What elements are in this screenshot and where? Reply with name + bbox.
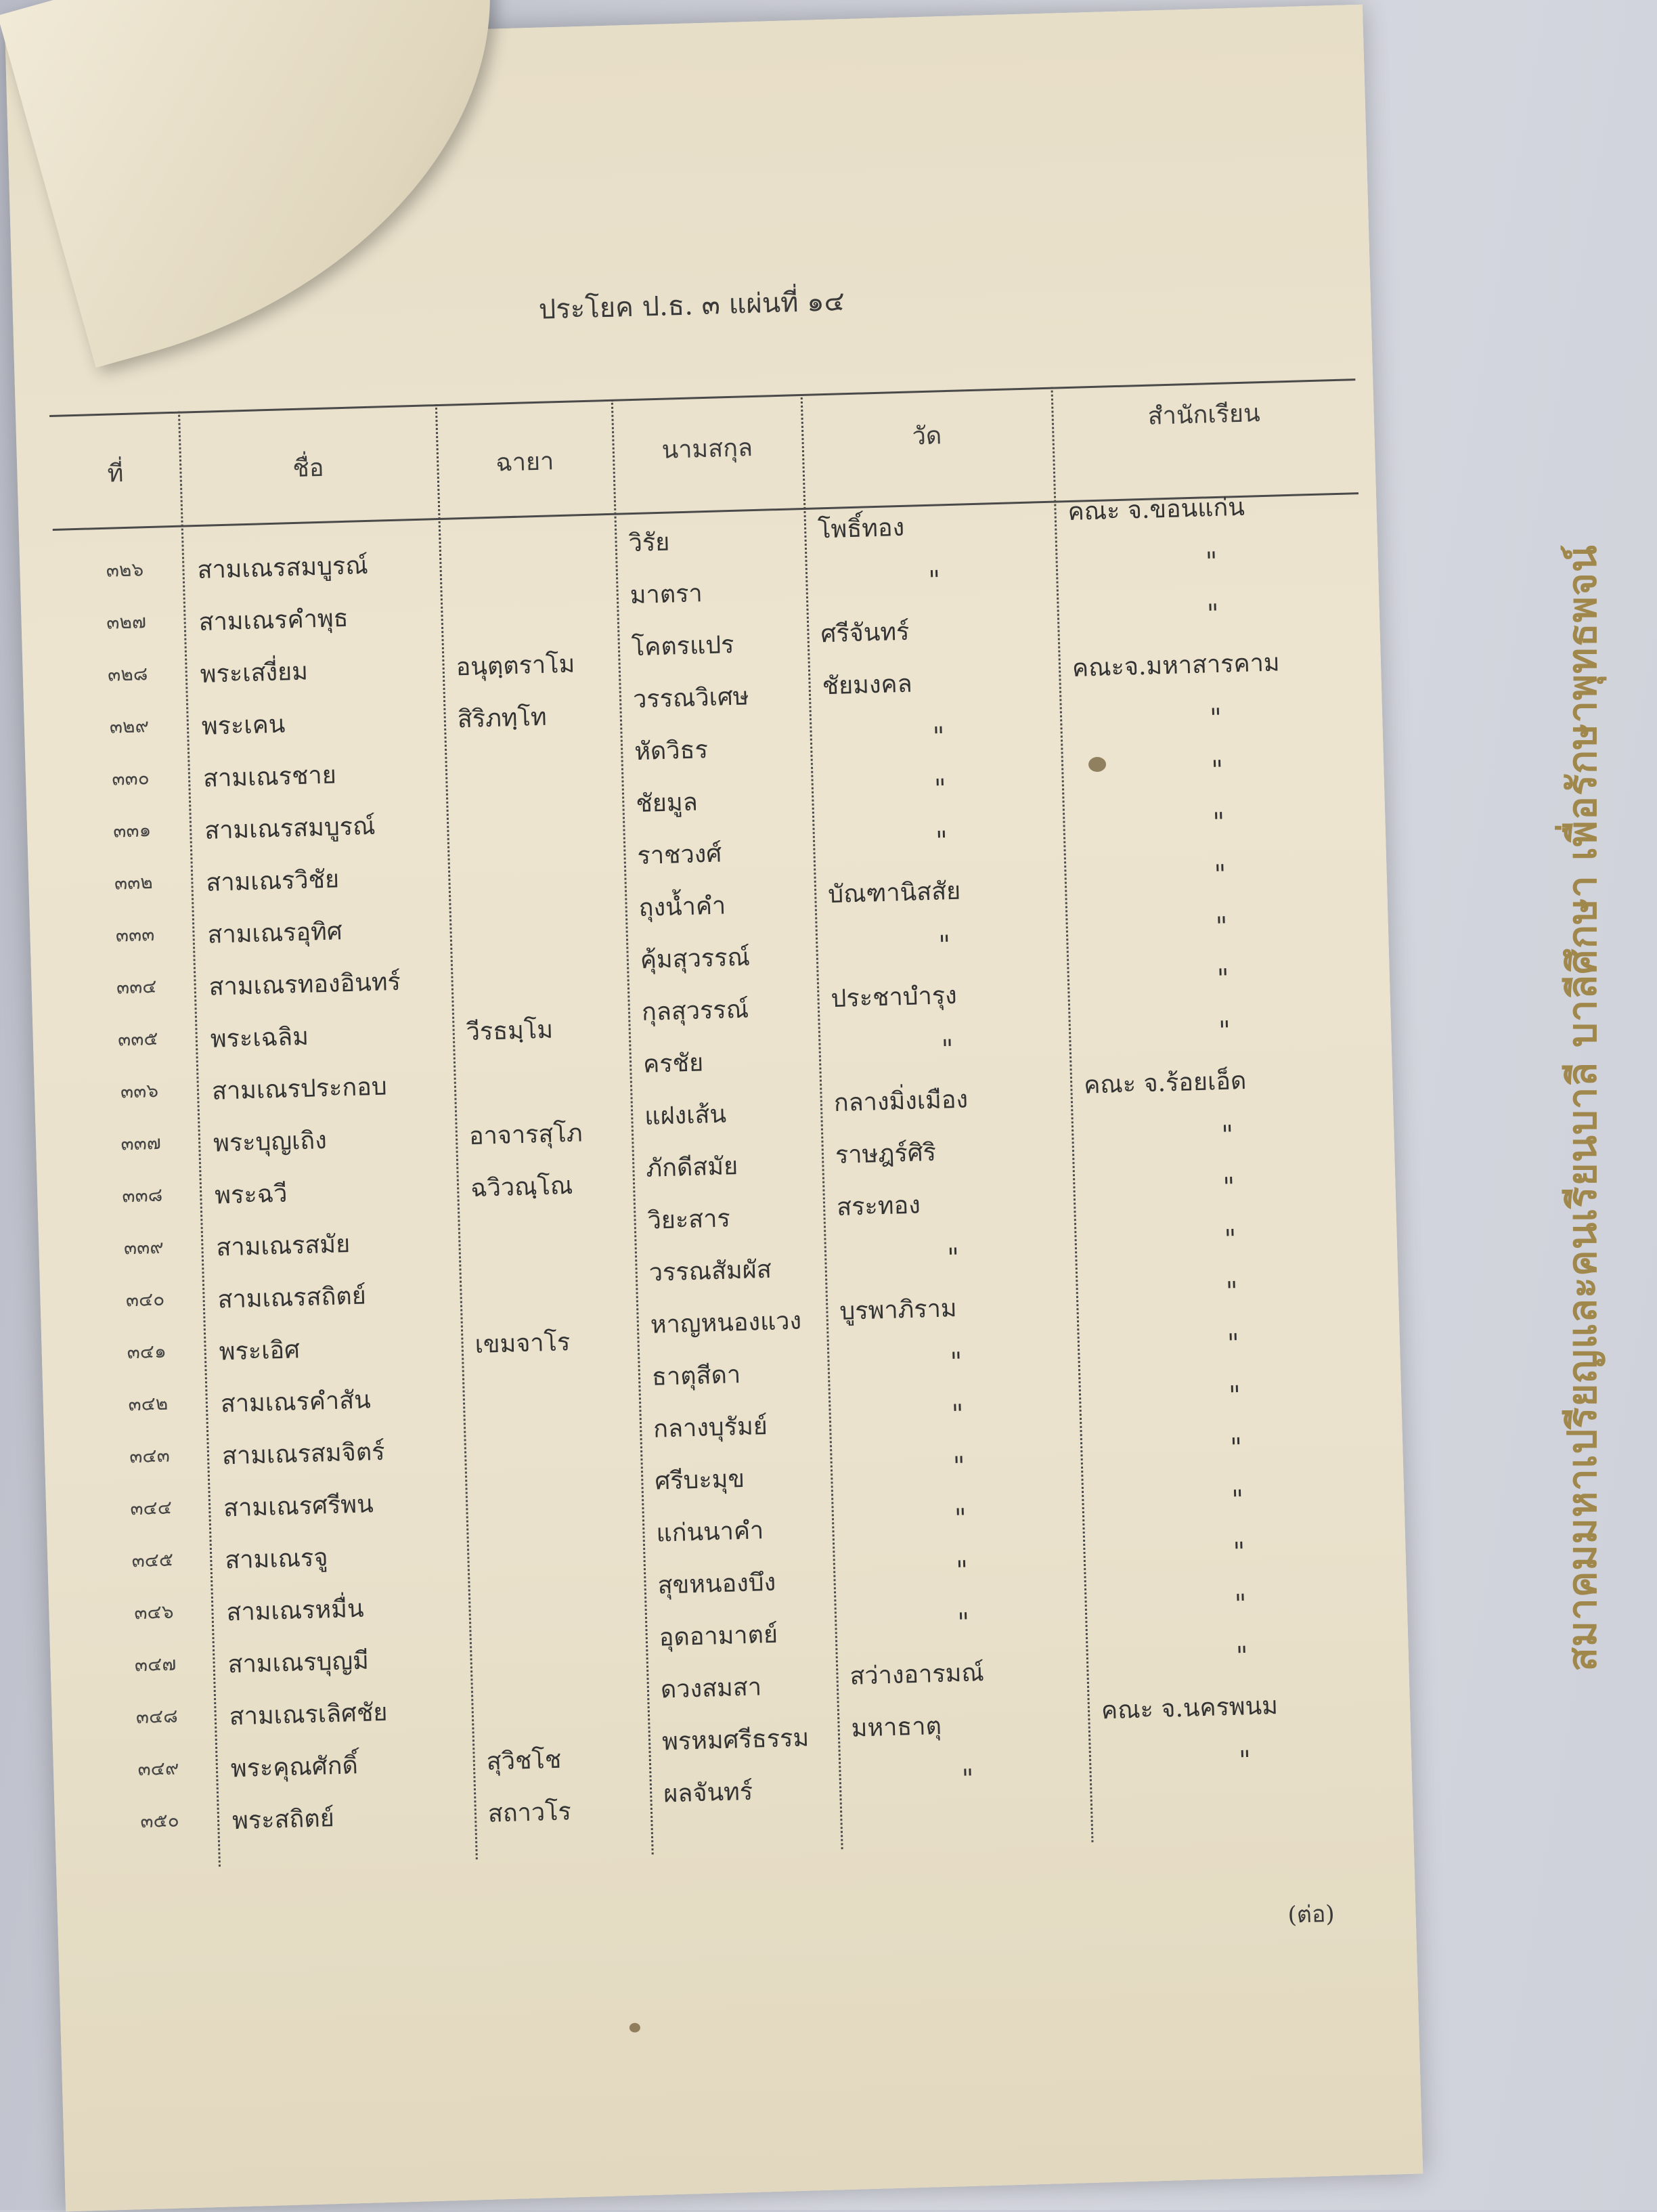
row-number: ๓๓๓ [115,922,155,947]
row-surname: วิยะสาร [647,1205,731,1235]
row-name: สามเณรบุญมี [227,1647,370,1679]
row-wat: " [938,930,951,960]
watermark [1531,458,1633,1758]
row-number: ๓๓๕ [117,1026,158,1051]
row-chaya: สถาวโร [487,1798,572,1828]
row-wat: ประชาบำรุง [831,981,958,1014]
row-number: ๓๓๐ [111,766,150,790]
row-wat: " [951,1398,965,1429]
row-number: ๓๔๐ [125,1287,165,1311]
row-number: ๓๓๙ [123,1235,164,1259]
row-chaya [454,599,610,603]
row-surname: หาญหนองแวง [650,1307,802,1339]
row-chaya [473,1277,629,1281]
row-surname: ครชัย [642,1049,704,1079]
row-school: " [1228,1380,1241,1410]
row-name: พระคุณศักดิ์ [230,1752,359,1783]
row-number: ๓๔๔ [129,1496,173,1520]
row-name: พระฉวี [214,1179,288,1210]
row-number: ๓๔๕ [131,1548,174,1572]
row-chaya: เขมจาโร [474,1328,571,1359]
row-surname: แฝงเส้น [644,1100,727,1131]
document-page [5,5,1423,2212]
row-chaya [467,1068,623,1072]
row-number: ๓๓๖ [120,1079,159,1103]
row-school: " [1233,1536,1245,1567]
row-name: สามเณรศรีพน [223,1490,374,1523]
continued-note: (ต่อ) [1287,1900,1335,1929]
row-number: ๓๔๑ [127,1339,167,1364]
row-wat: " [952,1450,966,1481]
row-wat: กลางมิ่งเมือง [833,1085,969,1118]
row-wat: โพธิ์ทอง [817,513,905,544]
row-surname: ดวงสมสา [660,1673,762,1704]
row-chaya: วีรธมฺโม [466,1016,554,1047]
row-school: คณะจ.มหาสารคาม [1071,649,1281,682]
row-wat: " [954,1502,967,1534]
row-number: ๓๒๗ [106,610,147,634]
row-chaya [462,860,617,864]
row-school: " [1231,1484,1244,1515]
row-name: พระเคน [201,710,286,741]
row-chaya [483,1641,639,1645]
row-chaya [481,1537,636,1541]
row-chaya [477,1433,633,1437]
page-title: ประโยค ป.ธ. ๓ แผ่นที่ ๑๔ [538,286,845,326]
column-header-name: ชื่อ [292,454,324,483]
row-chaya [485,1693,640,1697]
row-surname: หัดวิธร [634,736,709,766]
row-number: ๓๓๗ [120,1131,162,1155]
row-number: ๓๕๐ [139,1808,180,1833]
column-header-school: สำนักเรียน [1147,399,1261,431]
row-chaya [479,1485,635,1489]
row-surname: วรรณสัมผัส [648,1255,772,1287]
row-school: " [1229,1432,1243,1462]
ink-stain [629,2023,640,2033]
row-wat: " [950,1346,963,1377]
row-name: สามเณรประกอบ [211,1072,388,1106]
column-header-chaya: ฉายา [495,448,554,477]
row-name: พระเฉลิม [210,1022,309,1054]
row-wat: " [927,565,941,595]
row-name: สามเณรคำสัน [220,1386,372,1418]
row-school: " [1222,1171,1235,1202]
row-name: สามเณรสมัย [215,1230,351,1262]
row-name: สามเณรสมบูรณ์ [204,812,376,845]
row-name: สามเณรสถิตย์ [217,1282,367,1314]
row-number: ๓๔๒ [128,1391,169,1416]
row-chaya: สิริภทฺโท [457,703,548,734]
row-school: " [1215,911,1229,942]
row-surname: โคตรแปร [631,630,735,662]
row-number: ๓๒๖ [106,558,144,582]
row-number: ๓๒๙ [109,714,150,738]
column-header-wat: วัด [912,422,942,451]
row-wat: ชัยมงคล [822,670,913,701]
row-number: ๓๒๘ [107,662,148,686]
row-surname: ผลจันทร์ [663,1777,753,1808]
row-name: สามเณรอุทิศ [207,917,343,949]
row-chaya: อาจารสุโภ [468,1119,583,1151]
row-number: ๓๔๘ [135,1704,179,1729]
row-school: " [1206,598,1220,629]
row-number: ๓๔๙ [137,1756,179,1781]
row-school: " [1238,1745,1252,1775]
row-chaya [463,912,619,916]
row-wat: สระทอง [836,1191,921,1221]
row-name: สามเณรชาย [202,761,337,793]
row-surname: ชัยมูล [635,788,699,819]
row-surname: แก่นนาคำ [655,1517,764,1548]
row-wat: " [961,1763,975,1794]
row-chaya: อนุตฺตราโม [456,650,575,682]
row-school: คณะ จ.ขอนแก่น [1067,493,1245,527]
row-school: คณะ จ.ร้อยเอ็ด [1083,1067,1247,1100]
row-surname: มาตรา [629,580,703,610]
row-number: ๓๔๗ [134,1652,177,1676]
row-name: สามเณรเลิศชัย [229,1698,389,1731]
row-name: สามเณรสมจิตร์ [221,1437,386,1471]
row-school: " [1227,1328,1240,1358]
row-name: พระเสงี่ยม [200,657,309,689]
row-chaya [453,547,609,551]
row-wat: สว่างอารมณ์ [849,1659,985,1691]
row-chaya: สุวิชโช [486,1745,562,1776]
row-wat: มหาธาตุ [851,1712,942,1743]
row-school: " [1235,1641,1249,1671]
row-number: ๓๓๔ [116,974,157,999]
row-school: " [1234,1588,1247,1619]
row-name: พระสถิตย์ [231,1804,335,1836]
row-surname: คุ้มสุวรรณ์ [640,943,751,974]
row-school: " [1221,1119,1234,1150]
row-surname: ธาตุสีดา [651,1361,741,1391]
row-wat: " [955,1555,969,1586]
row-surname: สุขหนองบึง [657,1568,776,1600]
row-chaya [464,964,620,968]
row-number: ๓๓๑ [112,819,152,842]
row-number: ๓๔๖ [133,1600,174,1624]
row-wat: " [933,773,947,804]
row-surname: อุดอามาตย์ [659,1620,778,1652]
row-wat: " [956,1607,970,1638]
row-wat: บูรพาภิราม [839,1295,958,1326]
column-header-surname: นามสกุล [661,434,753,464]
row-chaya [460,808,616,812]
row-school: " [1214,859,1227,890]
column-header-number: ที่ [107,460,124,488]
row-number: ๓๔๓ [129,1444,171,1468]
row-name: พระบุญเถิง [213,1127,328,1158]
row-wat: ศรีจันทร์ [820,617,910,649]
row-number: ๓๓๘ [121,1183,163,1207]
row-surname: กลางบุรัมย์ [653,1412,768,1444]
row-wat: " [941,1034,954,1064]
row-surname: ศรีบะมุข [654,1465,745,1496]
row-name: สามเณรสมบูรณ์ [196,551,369,584]
row-school: " [1216,963,1230,994]
row-surname: ถุงน้ำคำ [638,892,726,922]
row-wat: ราษฎร์ศิริ [835,1138,937,1170]
row-wat: บัณฑานิสสัย [827,877,961,909]
row-school: " [1218,1015,1231,1046]
row-surname: กุลสุวรรณ์ [641,995,749,1026]
watermark-text: สมาคมมหาเปรียญและคนเรียนบาลี บาลีศึกษา เพื่อรักษาพุทธพจน์ [1559,544,1606,1672]
row-wat: " [932,721,946,752]
row-wat: " [946,1242,960,1273]
row-name: สามเณรจู [224,1544,328,1575]
row-school: " [1225,1276,1239,1306]
row-school: " [1210,754,1224,785]
row-school: " [1209,702,1222,733]
row-name: สามเณรคำพุธ [198,604,349,636]
row-name: พระเอิศ [219,1336,301,1366]
row-surname: ภักดีสมัย [645,1152,738,1183]
row-surname: พรหมศรีธรรม [661,1724,810,1756]
row-chaya [472,1225,627,1229]
row-chaya [476,1381,632,1385]
row-school: " [1205,546,1218,577]
row-surname: วิรัย [628,528,670,558]
row-name: สามเณรวิชัย [205,865,340,897]
row-wat: " [935,825,948,856]
row-name: สามเณรทองอินทร์ [208,968,401,1001]
row-school: " [1212,806,1225,838]
row-school: " [1224,1223,1237,1255]
row-chaya [458,756,614,760]
row-chaya: ฉวิวณฺโณ [470,1171,573,1203]
row-school: คณะ จ.นครพนม [1101,1692,1279,1725]
row-name: สามเณรหมื่น [225,1595,365,1627]
row-chaya [482,1589,638,1593]
row-number: ๓๓๒ [114,871,154,894]
row-surname: ราชวงศ์ [636,840,722,871]
row-surname: วรรณวิเศษ [632,682,750,714]
